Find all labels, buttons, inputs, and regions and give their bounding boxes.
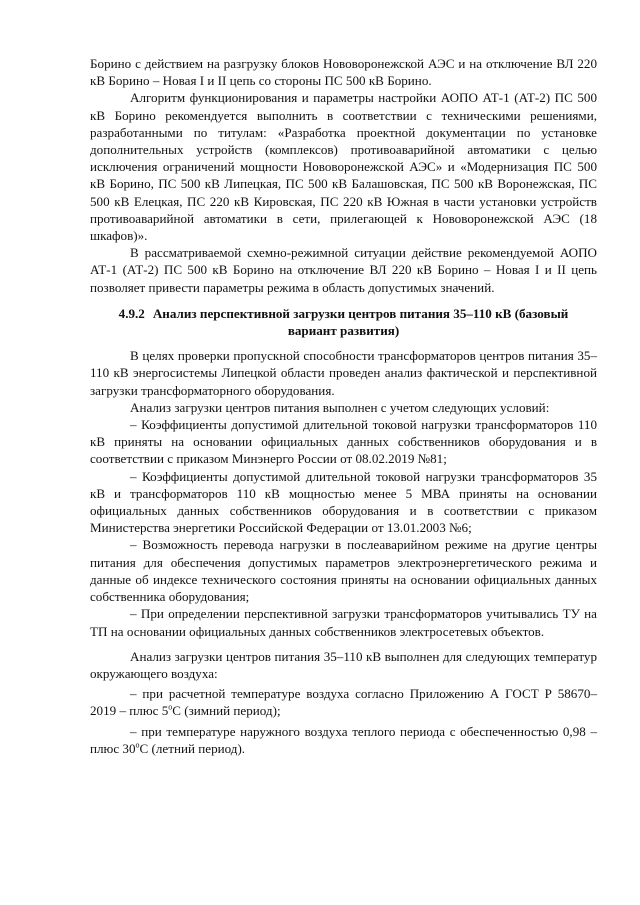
section-title: Анализ перспективной загрузки центров питания 35–110 кВ (базовый вариант развития) xyxy=(152,305,569,339)
paragraph-temperatures-intro: Анализ загрузки центров питания 35–110 кВ выполнен для следующих температур окружающего воздуха: xyxy=(90,648,597,681)
paragraph-continuation: Борино с действием на разгрузку блоков Нововоронежской АЭС и на отключение ВЛ 220 кВ Борино – Новая I и II цепь со стороны ПС 500 кВ Борино. xyxy=(90,56,597,89)
winter-temperature-unit: С (зимний период); xyxy=(172,703,281,719)
paragraph-scenario: В рассматриваемой схемно-режимной ситуации действие рекомендуемой АОПО АТ-1 (АТ-2) ПС 500 кВ Борино на отключение ВЛ 220 кВ Борино – Новая I и II цепь позволяет привести параметры режима в область допустимых значений. xyxy=(90,245,597,295)
paragraph-algorithm: Алгоритм функционирования и параметры настройки АОПО АТ-1 (АТ-2) ПС 500 кВ Борино рекомендуется выполнить в соответствии с техническими решениями, разработанными по титулам: «Разработка проектной документации по установке дополнительных устройств (комплексов) противоаварийной автоматики с целью исключения ограничений мощности Нововоронежской АЭС» и «Модернизация ПС 500 кВ Борино, ПС 500 кВ Липецкая, ПС 500 кВ Балашовская, ПС 500 кВ Воронежская, ПС 500 кВ Елецкая, ПС 220 кВ Кировская, ПС 220 кВ Южная в части установки устройств противоаварийной автоматики в сети, прилегающей к Нововоронежской АЭС (18 шкафов)». xyxy=(90,90,597,244)
list-item-coefficients-110: – Коэффициенты допустимой длительной токовой нагрузки трансформаторов 110 кВ приняты на основании официальных данных собственников оборудования и в соответствии с приказом Минэнерго России от 08.02.2019 №81; xyxy=(90,417,597,467)
winter-temperature-text: – при расчетной температуре воздуха согласно Приложению А ГОСТ Р 58670–2019 – плюс 5 xyxy=(90,686,597,719)
degree-sign: о xyxy=(168,702,173,712)
paragraph-purpose: В целях проверки пропускной способности трансформаторов центров питания 35–110 кВ энергосистемы Липецкой области проведен анализ фактической и перспективной загрузки трансформаторного оборудования. xyxy=(90,348,597,398)
summer-temperature-text: – при температуре наружного воздуха теплого периода с обеспеченностью 0,98 – плюс 30 xyxy=(90,723,597,756)
section-number: 4.9.2 xyxy=(118,305,145,321)
list-item-summer-temperature xyxy=(90,723,597,757)
degree-sign: о xyxy=(135,740,140,750)
paragraph-conditions-intro: Анализ загрузки центров питания выполнен с учетом следующих условий: xyxy=(130,399,550,415)
list-item-coefficients-35: – Коэффициенты допустимой длительной токовой нагрузки трансформаторов 35 кВ и трансформаторов 110 кВ мощностью менее 5 МВА приняты на основании официальных данных собственников оборудования и в соответствии с приказом Министерства энергетики Российской Федерации от 13.01.2003 №6; xyxy=(90,468,597,536)
summer-temperature-unit: С (летний период). xyxy=(139,740,246,756)
section-heading xyxy=(90,305,597,339)
list-item-load-transfer: – Возможность перевода нагрузки в послеаварийном режиме на другие центры питания для обеспечения допустимых параметров электроэнергетического режима и данные об индексе технического состояния приняты на основании официальных данных собственника оборудования; xyxy=(90,537,597,605)
list-item-technical-conditions: – При определении перспективной загрузки трансформаторов учитывались ТУ на ТП на основании официальных данных собственников электросетевых объектов. xyxy=(90,606,597,639)
list-item-winter-temperature xyxy=(90,685,597,719)
